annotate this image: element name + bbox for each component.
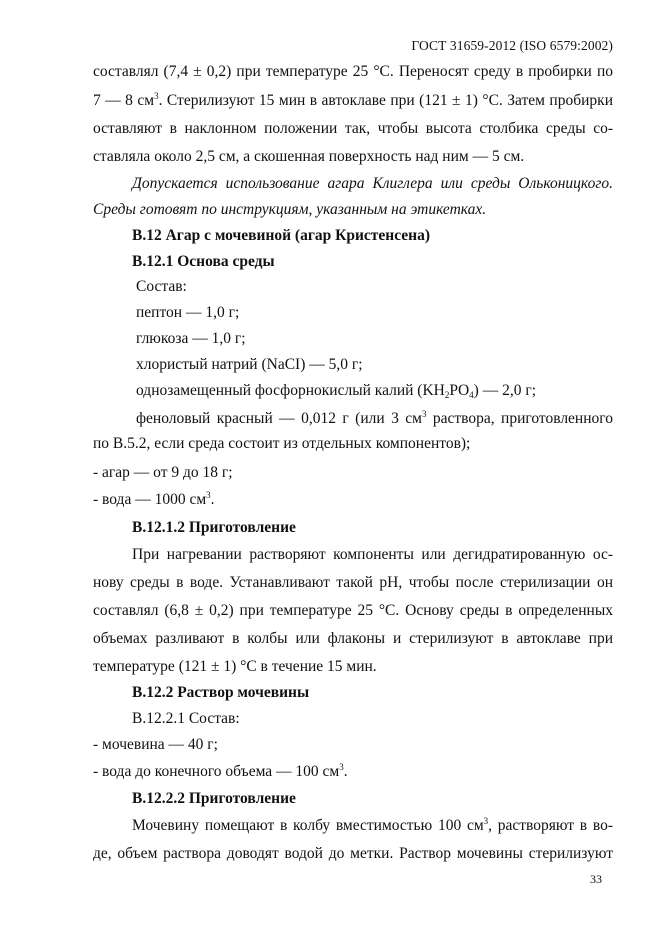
section-heading-b12-2-2: В.12.2.2 Приготовление	[132, 790, 296, 807]
section-heading-b12: В.12 Агар с мочевиной (агар Кристенсена)	[132, 227, 431, 244]
list-item	[93, 490, 613, 510]
text-line: объемах разливают в колбы или флаконы и стерилизуют в автоклаве при	[93, 630, 613, 647]
text-fragment: .	[210, 491, 215, 508]
text-line: температуре (121 ± 1) °С в течение 15 мин.	[93, 658, 377, 675]
superscript: 3	[483, 816, 489, 826]
section-heading-b12-2: В.12.2 Раствор мочевины	[132, 684, 310, 701]
italic-note-line: Допускается использование агара Клиглера или среды Ольконицкого.	[132, 175, 613, 192]
text-fragment: - вода — 1000 см	[93, 491, 207, 508]
text-fragment: феноловый красный — 0,012 г (или 3 см	[136, 410, 422, 427]
text-fragment: . Стерилизуют 15 мин в автоклаве при (121 ± 1) °С. Затем пробирки	[158, 92, 613, 109]
text-line: составлял (7,4 ± 0,2) при температуре 25 °С. Переносят среду в пробирки по	[93, 63, 613, 80]
list-item: - мочевина — 40 г;	[93, 736, 218, 753]
superscript: 3	[421, 409, 427, 419]
page-number: 33	[590, 872, 602, 886]
text-fragment: , растворяют в во-	[488, 817, 613, 834]
superscript: 3	[206, 490, 211, 500]
list-item: хлористый натрий (NaCI) — 5,0 г;	[136, 356, 363, 373]
italic-note-line: Среды готовят по инструкциям, указанным на этикетках.	[93, 201, 487, 218]
list-item	[136, 409, 613, 429]
text-line: ставляла около 2,5 см, а скошенная поверхность над ним — 5 см.	[93, 148, 525, 165]
text-fragment: Мочевину помещают в колбу вместимостью 100 см	[132, 817, 484, 834]
list-item: глюкоза — 1,0 г;	[136, 330, 246, 347]
text-fragment: .	[343, 763, 348, 780]
text-fragment: раствора, приготовленного	[426, 410, 613, 427]
text-fragment: 7 — 8 см	[93, 92, 155, 109]
document-header: ГОСТ 31659-2012 (ISO 6579:2002)	[411, 38, 613, 53]
list-item	[136, 381, 613, 401]
text-fragment: однозамещенный фосфорнокислый калий (KH	[136, 382, 445, 399]
text-fragment: - вода до конечного объема — 100 см	[93, 763, 340, 780]
text-fragment: ) — 2,0 г;	[473, 382, 536, 399]
text-line: составлял (6,8 ± 0,2) при температуре 25 °С. Основу среды в определенных	[93, 602, 613, 619]
list-item	[93, 762, 613, 782]
text-line: де, объем раствора доводят водой до метки. Раствор мочевины стерилизуют	[93, 845, 613, 862]
text-line: При нагревании растворяют компоненты или дегидратированную ос-	[132, 546, 613, 563]
subscript: 4	[469, 390, 474, 400]
list-item: - агар — от 9 до 18 г;	[93, 464, 233, 481]
superscript: 3	[339, 762, 344, 772]
composition-label: Состав:	[136, 278, 187, 295]
text-line: оставляют в наклонном положении так, чтобы высота столбика среды со-	[93, 120, 613, 137]
subsection-label-b12-2-1: В.12.2.1 Состав:	[132, 710, 240, 727]
text-line	[132, 816, 613, 836]
text-line	[93, 91, 613, 111]
subscript: 2	[444, 390, 450, 400]
list-item: пептон — 1,0 г;	[136, 304, 240, 321]
text-fragment: PO	[449, 382, 470, 399]
text-line: нову среды в воде. Устанавливают такой pH, чтобы после стерилизации он	[93, 574, 613, 591]
superscript: 3	[154, 91, 159, 101]
text-line: по В.5.2, если среда состоит из отдельных компонентов);	[93, 435, 471, 452]
section-heading-b12-1-2: В.12.1.2 Приготовление	[132, 519, 296, 536]
section-heading-b12-1: В.12.1 Основа среды	[132, 253, 275, 270]
